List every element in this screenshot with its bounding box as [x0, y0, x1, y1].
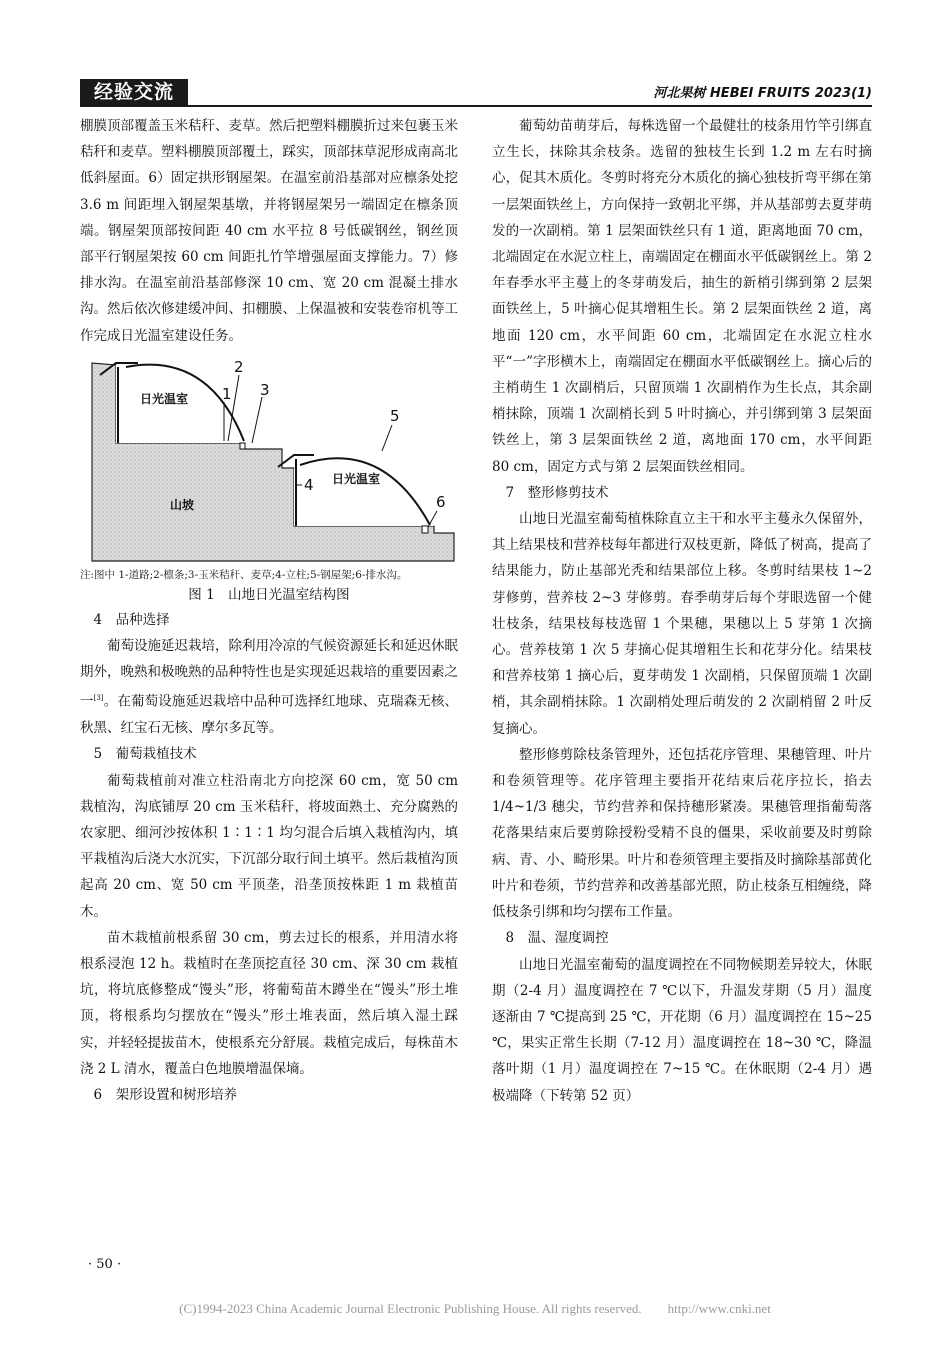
label-n3: 3	[260, 380, 270, 399]
drainage-ditch-upper	[240, 443, 245, 449]
section-heading-5: 5 葡萄栽植技术	[93, 746, 197, 763]
paragraph-8-1: 山地日光温室葡萄的温度调控在不同物候期差异较大，休眠期（2-4 月）温度调控在 7 ℃以下，升温发芽期（5 月）温度逐渐由 7 ℃提高到 25 ℃，开花期（6 月）温度调控在 15~25 ℃，果实正常生长期（7-12 月）温度调控在 18~30 ℃，降温落叶期（1 月）温度调控在 7~15 ℃。在休眠期（2-4 月）遇极端降（下转第 52 页）	[492, 956, 872, 1104]
paragraph-7-2: 整形修剪除枝条管理外，还包括花序管理、果穗管理、叶片和卷须管理等。花序管理主要指开花结束后花序拉长，掐去 1/4~1/3 穗尖，节约营养和保持穗形紧凑。果穗管理指葡萄落花落果结束后要剪除授粉受精不良的僵果，采收前要及时剪除病、青、小、畸形果。叶片和卷须管理主要指及时摘除基部黄化叶片和卷须，节约营养和改善基部光照，防止枝条互相缠绕，降低枝条引绑和均匀摆布工作量。	[492, 746, 872, 921]
label-n6: 6	[436, 492, 446, 511]
page-number: · 50 ·	[88, 1257, 122, 1272]
label-n2: 2	[234, 357, 244, 376]
header-rule	[80, 105, 872, 107]
running-header	[80, 79, 872, 105]
section-heading-7: 7 整形修剪技术	[505, 484, 609, 501]
label-lower-greenhouse: 日光温室	[332, 471, 381, 486]
label-upper-greenhouse: 日光温室	[140, 391, 189, 406]
paragraph-4: 葡萄设施延迟栽培，除利用冷凉的气候资源延长和延迟休眠期外，晚熟和极晚熟的品种特性也是实现延迟栽培的重要因素之一[3]。在葡萄设施延迟栽培中品种可选择红地球、克瑞森无核、秋黑、红宝石无核、摩尔多瓦等。	[80, 638, 459, 737]
paragraph-5-2: 苗木栽植前根系留 30 cm，剪去过长的根系，并用清水将根系浸泡 12 h。栽植时在垄顶挖直径 30 cm、深 30 cm 栽植坑，将坑底修整成“馒头”形，将葡萄苗木蹲坐在“馒头”形土堆顶，将根系均匀摆放在“馒头”形土堆表面，然后填入湿土踩实，并轻轻提拔苗木，使根系充分舒展。栽植完成后，每株苗木浇 2 L 清水，覆盖白色地膜增温保墒。	[80, 929, 458, 1077]
paragraph-6-1: 葡萄幼苗萌芽后，每株选留一个最健壮的枝条用竹竿引绑直立生长，抹除其余枝条。选留的独枝生长到 1.2 m 左右时摘心，促其木质化。冬剪时将充分木质化的摘心独枝折弯平绑在第一层架面铁丝上，方向保持一致朝北平绑，并从基部剪去夏芽萌发的一次副梢。第 1 层架面铁丝只有 1 道，距离地面 70 cm，北端固定在水泥立柱上，南端固定在棚面水平低碳钢丝上。第 2 年春季水平主蔓上的冬芽萌发后，抽生的新梢引绑到第 2 层架面铁丝上，5 叶摘心促其增粗生长。第 2 层架面铁丝 2 道，离地面 120 cm，水平间距 60 cm，北端固定在水泥立柱水平“一”字形横木上，南端固定在棚面水平低碳钢丝上。摘心后的主梢萌生 1 次副梢后，只留顶端 1 次副梢作为生长点，其余副梢抹除，顶端 1 次副梢长到 5 叶时摘心，并引绑到第 3 层架面铁丝上，第 3 层架面铁丝 2 道，离地面 170 cm，水平间距 80 cm，固定方式与第 2 层架面铁丝相同。	[492, 118, 872, 475]
section-heading-4: 4 品种选择	[93, 611, 170, 628]
paragraph-5-1: 葡萄栽植前对准立柱沿南北方向挖深 60 cm，宽 50 cm 栽植沟，沟底铺厚 20 cm 玉米秸秆，将坡面熟土、充分腐熟的农家肥、细河沙按体积 1∶1∶1 均匀混合后填入栽植沟内，填平栽植沟后浇大水沉实，下沉部分取行间土填平。然后栽植沟顶起高 20 cm、宽 50 cm 平顶垄，沿垄顶按株距 1 m 栽植苗木。	[80, 772, 458, 920]
section-heading-6: 6 架形设置和树形培养	[93, 1086, 238, 1103]
citation-ref: [3]	[93, 694, 104, 703]
drainage-ditch-lower	[422, 526, 428, 533]
right-column	[492, 113, 872, 1109]
lower-greenhouse	[294, 459, 434, 526]
label-n5: 5	[390, 406, 400, 425]
left-column	[80, 113, 458, 1108]
greenhouse-diagram	[82, 355, 456, 567]
section-heading-8: 8 温、湿度调控	[505, 930, 609, 947]
copyright-footer: (C)1994-2023 China Academic Journal Electronic Publishing House. All rights reserved. http://www.cnki.net	[179, 1301, 771, 1316]
figure-caption: 图 1 山地日光温室结构图	[188, 586, 350, 603]
figure-1	[80, 355, 458, 607]
label-n4: 4	[304, 475, 314, 494]
paragraph-continued: 棚膜顶部覆盖玉米秸秆、麦草。然后把塑料棚膜折过来包裹玉米秸秆和麦草。塑料棚膜顶部覆土，踩实，顶部抹草泥形成南高北低斜屋面。6）固定拱形钢屋架。在温室前沿基部对应檩条处挖 3.6 m 间距埋入钢屋架基墩，并将钢屋架另一端固定在檩条顶端。钢屋架顶部按间距 40 cm 水平拉 8 号低碳钢丝，钢丝顶部平行钢屋架按 60 cm 间距扎竹竿增强屋面支撑能力。7）修排水沟。在温室前沿基部修深 10 cm、宽 20 cm 混凝土排水沟。然后依次修建缓冲间、扣棚膜、上保温被和安装卷帘机等工作完成日光温室建设任务。	[80, 118, 458, 344]
label-n1: 1	[222, 384, 232, 403]
figure-note: 注:图中 1-道路;2-檩条;3-玉米秸秆、麦草;4-立柱;5-钢屋架;6-排水沟。	[80, 568, 408, 581]
label-slope: 山坡	[170, 497, 195, 512]
paragraph-7-1: 山地日光温室葡萄植株除直立主干和水平主蔓永久保留外，其上结果枝和营养枝每年都进行双枝更新，降低了树高，提高了结果能力，防止基部光秃和结果部位上移。冬剪时结果枝 1~2 芽修剪，营养枝 2~3 芽修剪。春季萌芽后每个芽眼选留一个健壮枝条，结果枝每枝选留 1 个果穗，果穗以上 5 芽第 1 次摘心。营养枝第 1 次 5 芽摘心促其增粗生长和花芽分化。结果枝和营养枝第 1 摘心后，夏芽萌发 1 次副梢，只保留顶端 1 次副梢，其余副梢抹除。1 次副梢处理后萌发的 2 次副梢留 2 叶反复摘心。	[492, 511, 872, 737]
section-label: 经验交流	[80, 79, 188, 105]
journal-title: 河北果树 HEBEI FRUITS 2023(1)	[653, 86, 872, 101]
